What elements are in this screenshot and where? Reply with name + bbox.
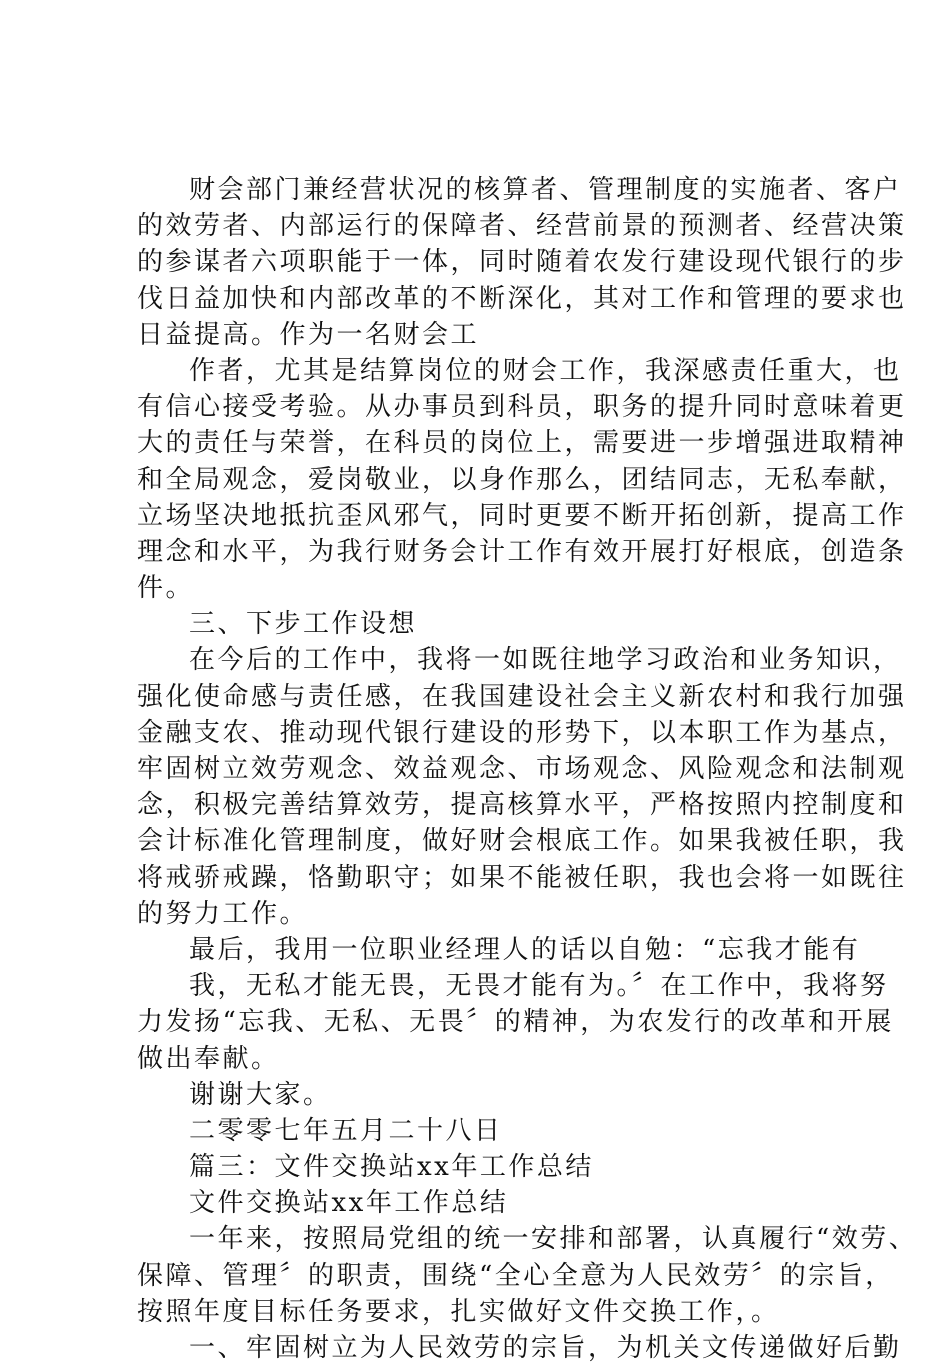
text-line: 牢固树立效劳观念、效益观念、市场观念、风险观念和法制观 bbox=[137, 754, 907, 784]
text-line: 立场坚决地抵抗歪风邪气，同时更要不断开拓创新，提高工作 bbox=[137, 500, 907, 531]
text-line: 一、牢固树立为人民效劳的宗旨，为机关文传递做好后勤 bbox=[189, 1333, 902, 1363]
text-line: 会计标准化管理制度，做好财会根底工作。如果我被任职，我 bbox=[137, 826, 907, 857]
text-line: 最后，我用一位职业经理人的话以自勉：“忘我才能有 bbox=[189, 934, 861, 965]
text-line: 将戒骄戒躁，恪勤职守；如果不能被任职，我也会将一如既往 bbox=[137, 862, 907, 893]
text-line: 的参谋者六项职能于一体，同时随着农发行建设现代银行的步 bbox=[137, 247, 907, 278]
text-line: 日益提高。作为一名财会工 bbox=[137, 319, 480, 350]
text-line: 谢谢大家。 bbox=[189, 1079, 332, 1110]
text-line: 件。 bbox=[137, 573, 195, 604]
text-line: 力发扬“忘我、无私、无畏〞的精神，为农发行的改革和开展 bbox=[137, 1007, 894, 1038]
text-line: 伐日益加快和内部改革的不断深化，其对工作和管理的要求也 bbox=[137, 283, 907, 314]
text-line: 和全局观念，爱岗敬业，以身作那么，团结同志，无私奉献， bbox=[137, 464, 907, 495]
text-line: 做出奉献。 bbox=[137, 1043, 280, 1074]
text-line: 二零零七年五月二十八日 bbox=[189, 1115, 503, 1146]
text-line: 作者，尤其是结算岗位的财会工作，我深感责任重大，也 bbox=[189, 355, 902, 386]
text-line: 强化使命感与责任感，在我国建设社会主义新农村和我行加强 bbox=[137, 681, 907, 712]
text-line: 按照年度目标任务要求，扎实做好文件交换工作，。 bbox=[137, 1296, 780, 1327]
text-line: 一年来，按照局党组的统一安排和部署，认真履行“效劳、 bbox=[189, 1224, 918, 1255]
text-line: 我，无私才能无畏，无畏才能有为。〞在工作中，我将努 bbox=[189, 971, 889, 1002]
text-line: 理念和水平，为我行财务会计工作有效开展打好根底，创造条 bbox=[137, 536, 907, 567]
document-body bbox=[137, 172, 918, 1366]
text-line: 三、下步工作设想 bbox=[189, 609, 418, 640]
text-line: 的效劳者、内部运行的保障者、经营前景的预测者、经营决策 bbox=[137, 211, 907, 242]
text-line: 文件交换站xx年工作总结 bbox=[189, 1188, 509, 1219]
text-line: 有信心接受考验。从办事员到科员，职务的提升同时意味着更 bbox=[137, 392, 907, 423]
text-line: 财会部门兼经营状况的核算者、管理制度的实施者、客户 bbox=[189, 175, 902, 205]
text-line: 在今后的工作中，我将一如既往地学习政治和业务知识， bbox=[189, 645, 902, 676]
text-line: 的努力工作。 bbox=[137, 898, 309, 929]
text-line: 大的责任与荣誉，在科员的岗位上，需要进一步增强进取精神 bbox=[137, 428, 907, 459]
text-line: 保障、管理〞的职责，围绕“全心全意为人民效劳〞的宗旨， bbox=[137, 1260, 894, 1291]
text-line: 金融支农、推动现代银行建设的形势下，以本职工作为基点， bbox=[137, 717, 907, 748]
text-line: 念，积极完善结算效劳，提高核算水平，严格按照内控制度和 bbox=[137, 790, 907, 821]
text-line: 篇三：文件交换站xx年工作总结 bbox=[189, 1152, 594, 1183]
